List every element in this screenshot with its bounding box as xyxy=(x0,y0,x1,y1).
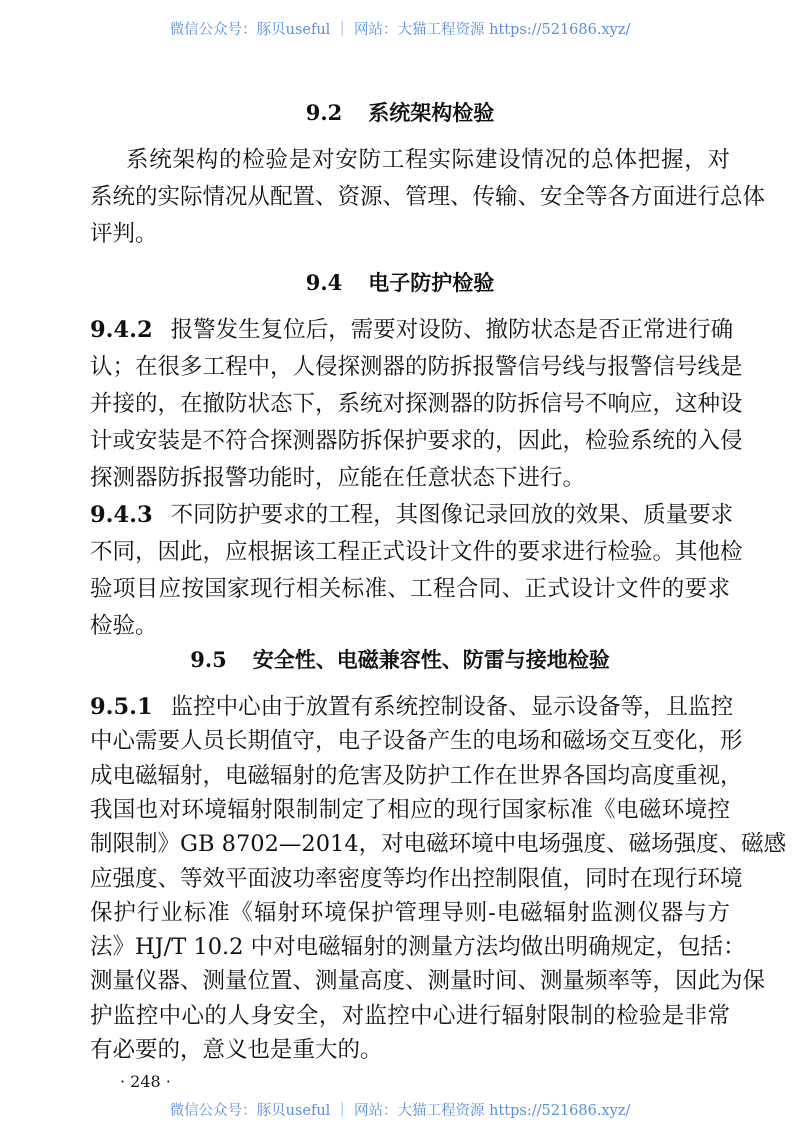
text-line xyxy=(90,500,734,530)
line-text: 中心需要人员长期值守，电子设备产生的电场和磁场交互变化，形 xyxy=(90,728,743,754)
line-text: 检验。 xyxy=(90,613,158,639)
line-text: 计或安装是不符合探测器防拆保护要求的，因此，检验系统的入侵 xyxy=(90,428,743,454)
line-text: 报警发生复位后，需要对设防、撤防状态是否正常进行确 xyxy=(170,317,734,343)
line-text: 评判。 xyxy=(90,221,158,247)
text-line xyxy=(90,829,787,859)
text-line xyxy=(90,219,730,249)
section-number: 9.2 xyxy=(305,100,343,125)
line-text: 应强度、等效平面波功率密度等均作出控制限值，同时在现行环境 xyxy=(90,866,743,892)
line-text: 我国也对环境辐射限制制定了相应的现行国家标准《电磁环境控 xyxy=(90,797,730,823)
line-text: 认；在很多工程中，人侵探测器的防拆报警信号线与报警信号线是 xyxy=(90,354,743,380)
text-line xyxy=(126,145,730,175)
section-title: 电子防护检验 xyxy=(368,271,495,295)
section-number: 9.5 xyxy=(190,647,227,672)
line-text: 测量仪器、测量位置、测量高度、测量时间、测量频率等，因此为保 xyxy=(90,968,766,994)
text-line xyxy=(90,1035,730,1065)
line-text: 不同，因此，应根据该工程正式设计文件的要求进行检验。其他检 xyxy=(90,539,743,565)
text-line xyxy=(90,864,743,894)
line-text: 护监控中心的人身安全，对监控中心进行辐射限制的检验是非常 xyxy=(90,1003,730,1029)
line-text: 监控中心由于放置有系统控制设备、显示设备等，且监控 xyxy=(170,694,734,720)
watermark-bottom: 微信公众号：豚贝useful ｜ 网站：大猫工程资源 https://521686.xyz/ xyxy=(169,1103,631,1119)
line-text: 验项目应按国家现行相关标准、工程合同、正式设计文件的要求 xyxy=(90,576,730,602)
text-line xyxy=(90,389,743,419)
text-line xyxy=(90,182,766,212)
line-text: 并接的，在撤防状态下，系统对探测器的防拆信号不响应，这种设 xyxy=(90,391,743,417)
text-line xyxy=(90,315,734,345)
line-text: 法》HJ/T 10.2 中对电磁辐射的测量方法均做出明确规定，包括： xyxy=(90,934,746,960)
section-heading xyxy=(0,98,800,128)
text-line xyxy=(90,966,766,996)
line-text: 保护行业标准《辐射环境保护管理导则-电磁辐射监测仪器与方 xyxy=(90,900,730,926)
clause-number: 9.4.3 xyxy=(90,502,153,528)
text-line xyxy=(90,932,746,962)
text-line xyxy=(90,761,743,791)
line-text: 不同防护要求的工程，其图像记录回放的效果、质量要求 xyxy=(170,502,734,528)
text-line xyxy=(90,1001,730,1031)
text-line xyxy=(90,426,743,456)
text-line xyxy=(90,611,730,641)
line-text: 探测器防拆报警功能时，应能在任意状态下进行。 xyxy=(90,465,586,491)
clause-number: 9.5.1 xyxy=(90,694,153,720)
clause-number: 9.4.2 xyxy=(90,317,153,343)
text-line xyxy=(90,574,730,604)
section-title: 安全性、电磁兼容性、防雷与接地检验 xyxy=(252,648,610,672)
text-line xyxy=(90,463,730,493)
text-line xyxy=(90,726,743,756)
text-line xyxy=(90,692,734,722)
page-number: · 248 · xyxy=(120,1072,171,1091)
text-line xyxy=(90,795,730,825)
watermark-top: 微信公众号：豚贝useful ｜ 网站：大猫工程资源 https://521686.xyz/ xyxy=(169,22,631,38)
text-line xyxy=(90,898,730,928)
line-text: 系统的实际情况从配置、资源、管理、传输、安全等各方面进行总体 xyxy=(90,184,766,210)
section-heading xyxy=(0,268,800,298)
line-text: 系统架构的检验是对安防工程实际建设情况的总体把握，对 xyxy=(126,147,730,173)
section-title: 系统架构检验 xyxy=(368,101,495,125)
text-line xyxy=(90,352,743,382)
line-text: 制限制》GB 8702—2014，对电磁环境中电场强度、磁场强度、磁感 xyxy=(90,831,787,857)
section-heading xyxy=(0,645,800,675)
section-number: 9.4 xyxy=(305,270,343,295)
text-line xyxy=(90,537,743,567)
line-text: 成电磁辐射，电磁辐射的危害及防护工作在世界各国均高度重视， xyxy=(90,763,743,789)
line-text: 有必要的，意义也是重大的。 xyxy=(90,1037,383,1063)
